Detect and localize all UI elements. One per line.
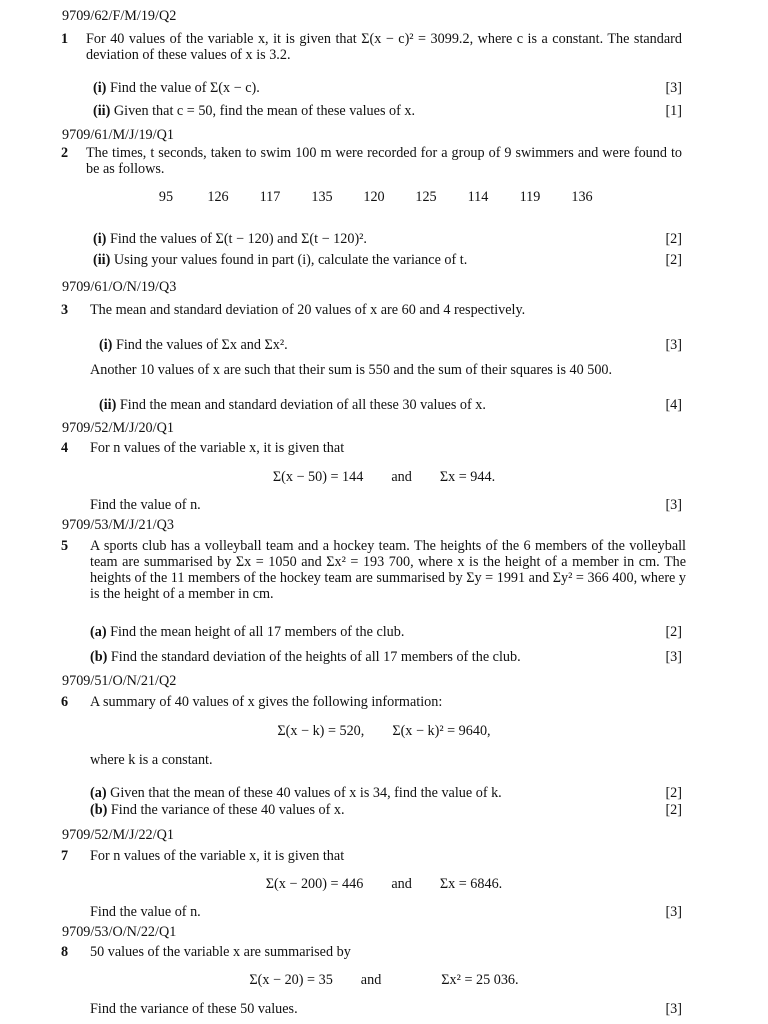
part-label: (b)	[90, 649, 108, 665]
part-label: (ii)	[99, 397, 117, 413]
part-text: Find the mean height of all 17 members of the club.	[110, 624, 405, 640]
data-value: 125	[415, 189, 437, 205]
part-text: Given that c = 50, find the mean of these values of x.	[113, 103, 416, 119]
question-code: 9709/61/M/J/19/Q1	[62, 127, 174, 143]
part-text: Find the variance of these 40 values of x.	[110, 802, 345, 818]
data-value: 95	[158, 189, 174, 205]
part-text: Given that the mean of these 40 values of x is 34, find the value of k.	[110, 785, 502, 801]
data-value: 136	[571, 189, 593, 205]
question-code: 9709/52/M/J/22/Q1	[62, 827, 174, 843]
part-label: (i)	[99, 337, 113, 353]
question-text: Another 10 values of x are such that their sum is 550 and the sum of their squares is 40 500.	[90, 362, 613, 378]
question-part	[93, 231, 367, 247]
question-code: 9709/52/M/J/20/Q1	[62, 420, 174, 436]
question-number: 6	[61, 694, 69, 710]
data-value: 117	[259, 189, 281, 205]
equation	[0, 723, 768, 739]
equation-left: Σ(x − 20) = 35	[249, 972, 333, 988]
question-stem: The times, t seconds, taken to swim 100 m were recorded for a group of 9 swimmers and were found to be as follows.	[86, 145, 682, 177]
part-text: Find the value of Σ(x − c).	[109, 80, 260, 96]
question-number: 8	[61, 944, 69, 960]
part-label: (i)	[93, 231, 107, 247]
question-code: 9709/61/O/N/19/Q3	[62, 279, 177, 295]
marks: [3]	[665, 1001, 682, 1017]
marks: [2]	[665, 624, 682, 640]
question-part	[99, 337, 288, 353]
equation-left: Σ(x − 200) = 446	[265, 876, 364, 892]
question-part	[90, 785, 502, 801]
part-label: (ii)	[93, 252, 111, 268]
marks: [2]	[665, 231, 682, 247]
data-value: 126	[207, 189, 229, 205]
question-number: 5	[61, 538, 69, 554]
part-label: (ii)	[93, 103, 111, 119]
question-code: 9709/62/F/M/19/Q2	[62, 8, 177, 24]
part-label: (i)	[93, 80, 107, 96]
marks: [4]	[665, 397, 682, 413]
question-code: 9709/53/O/N/22/Q1	[62, 924, 177, 940]
equation	[0, 972, 768, 988]
part-text: Find the values of Σ(t − 120) and Σ(t − 120)².	[109, 231, 367, 247]
marks: [3]	[665, 497, 682, 513]
marks: [2]	[665, 802, 682, 818]
data-value: 120	[363, 189, 385, 205]
question-text: Find the value of n.	[90, 497, 201, 513]
question-stem: The mean and standard deviation of 20 values of x are 60 and 4 respectively.	[90, 302, 526, 318]
part-label: (b)	[90, 802, 108, 818]
question-number: 2	[61, 145, 69, 161]
part-text: Find the standard deviation of the heights of all 17 members of the club.	[110, 649, 521, 665]
question-code: 9709/51/O/N/21/Q2	[62, 673, 177, 689]
question-part	[93, 80, 260, 96]
marks: [2]	[665, 785, 682, 801]
part-text: Using your values found in part (i), calculate the variance of t.	[113, 252, 468, 268]
equation	[0, 469, 768, 485]
question-number: 3	[61, 302, 69, 318]
question-stem: For 40 values of the variable x, it is given that Σ(x − c)² = 3099.2, where c is a constant. The standard deviation of these values of x is 3.2.	[86, 31, 682, 63]
equation-right: Σx = 944.	[439, 469, 496, 485]
question-part	[90, 802, 345, 818]
question-text: where k is a constant.	[90, 752, 213, 768]
equation-right: Σx = 6846.	[439, 876, 503, 892]
question-part	[99, 397, 486, 413]
data-values-row	[140, 189, 608, 205]
equation-left: Σ(x − k) = 520,	[277, 723, 365, 739]
question-part	[93, 252, 467, 268]
question-part	[90, 649, 521, 665]
equation-left: Σ(x − 50) = 144	[272, 469, 364, 485]
marks: [1]	[665, 103, 682, 119]
question-number: 7	[61, 848, 69, 864]
data-value: 119	[519, 189, 541, 205]
part-label: (a)	[90, 624, 107, 640]
marks: [3]	[665, 80, 682, 96]
marks: [3]	[665, 337, 682, 353]
question-stem: 50 values of the variable x are summarised by	[90, 944, 351, 960]
part-text: Find the mean and standard deviation of all these 30 values of x.	[119, 397, 486, 413]
question-part	[90, 624, 404, 640]
equation-right: Σ(x − k)² = 9640,	[392, 723, 491, 739]
marks: [3]	[665, 904, 682, 920]
equation	[0, 876, 768, 892]
equation-and: and	[391, 469, 412, 485]
question-text: Find the value of n.	[90, 904, 201, 920]
part-text: Find the values of Σx and Σx².	[115, 337, 288, 353]
data-value: 114	[467, 189, 489, 205]
marks: [2]	[665, 252, 682, 268]
question-stem: A sports club has a volleyball team and a hockey team. The heights of the 6 members of the volleyball team are summarised by Σx = 1050 and Σx² = 193 700, where x is the height of a member in cm. The heights of the 11 members of the hockey team are summarised by Σy = 1991 and Σy² = 366 400, where y is the height of a member in cm.	[90, 538, 686, 602]
equation-and: and	[360, 972, 382, 988]
question-number: 4	[61, 440, 69, 456]
question-part	[93, 103, 415, 119]
part-label: (a)	[90, 785, 107, 801]
question-text: Find the variance of these 50 values.	[90, 1001, 298, 1017]
marks: [3]	[665, 649, 682, 665]
data-value: 135	[311, 189, 333, 205]
question-number: 1	[61, 31, 69, 47]
question-stem: A summary of 40 values of x gives the following information:	[90, 694, 443, 710]
equation-right: Σx² = 25 036.	[441, 972, 519, 988]
equation-and: and	[391, 876, 412, 892]
question-code: 9709/53/M/J/21/Q3	[62, 517, 174, 533]
question-stem: For n values of the variable x, it is given that	[90, 440, 345, 456]
question-stem: For n values of the variable x, it is given that	[90, 848, 345, 864]
